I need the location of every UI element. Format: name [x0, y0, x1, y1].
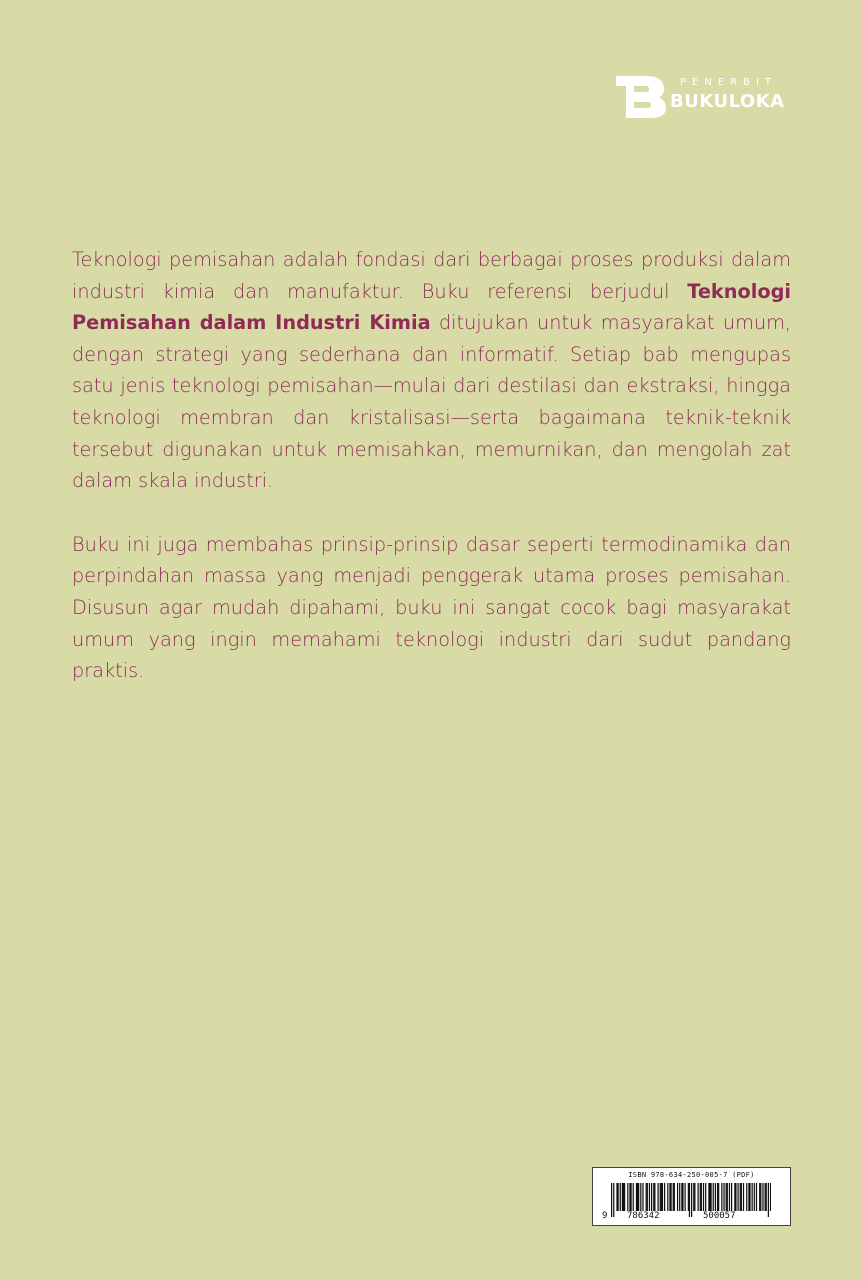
- isbn-barcode: [592, 1167, 791, 1226]
- barcode-bar: [660, 1183, 661, 1211]
- barcode-bar: [717, 1183, 718, 1211]
- barcode-bar: [651, 1183, 652, 1211]
- barcode-bar: [694, 1183, 695, 1211]
- barcode-bar: [700, 1183, 701, 1211]
- barcode-bar: [754, 1183, 755, 1211]
- blurb: [72, 244, 791, 719]
- barcode-bar: [670, 1183, 671, 1211]
- publisher-logo: [612, 72, 802, 124]
- barcode-bar: [762, 1183, 763, 1211]
- barcode-bar: [734, 1183, 735, 1211]
- barcode-bar: [654, 1183, 655, 1211]
- barcode-bar: [709, 1183, 710, 1211]
- barcode-bar: [765, 1183, 766, 1211]
- barcode-bar: [689, 1183, 690, 1217]
- barcode-bar: [703, 1183, 704, 1211]
- barcode-bar: [662, 1183, 663, 1211]
- barcode-bar: [620, 1183, 621, 1211]
- barcode-bar: [710, 1183, 711, 1211]
- barcode-bar: [760, 1183, 761, 1211]
- barcode-bar: [718, 1183, 719, 1211]
- barcode-bar: [636, 1183, 637, 1211]
- barcode-bar: [740, 1183, 741, 1211]
- barcode-bar: [721, 1183, 722, 1211]
- barcode-bar: [691, 1183, 692, 1217]
- barcode-bar: [646, 1183, 647, 1211]
- book-title: Teknologi Pemisahan dalam Industri Kimia: [72, 279, 791, 335]
- publisher-name: BUKULOKA: [670, 91, 785, 112]
- barcode-bar: [667, 1183, 668, 1211]
- barcode-bar: [674, 1183, 675, 1211]
- barcode-bar: [637, 1183, 638, 1211]
- barcode-bar: [705, 1183, 706, 1211]
- barcode-digits-left: 786342: [627, 1211, 660, 1221]
- barcode-bar: [633, 1183, 634, 1211]
- barcode-bar: [735, 1183, 736, 1211]
- barcode-bar: [682, 1183, 683, 1211]
- barcode-bar: [627, 1183, 628, 1211]
- barcode-bar: [693, 1183, 694, 1211]
- barcode-bar: [661, 1183, 662, 1211]
- barcode-bar: [770, 1183, 771, 1211]
- blurb-p1-rest: ditujukan untuk masyarakat umum, dengan strategi yang sederhana dan informatif. Setiap bab mengupas satu jenis teknologi pemisahan—mulai dari destilasi dan ekstraksi, hingga teknologi membran dan kristalisasi—serta bagaimana teknik-teknik tersebut digunakan untuk memisahkan, memurnikan, dan mengolah zat dalam skala industri.: [72, 311, 792, 493]
- barcode-bar: [759, 1183, 760, 1211]
- barcode-bar: [726, 1183, 727, 1211]
- barcode-bar: [679, 1183, 680, 1211]
- barcode-bar: [756, 1183, 757, 1211]
- barcode-bar: [617, 1183, 618, 1211]
- barcode-digit-lead: 9: [602, 1211, 608, 1221]
- barcode-bar: [630, 1183, 631, 1211]
- publisher-label-small: PENERBIT: [680, 77, 778, 88]
- barcode-bar: [685, 1183, 686, 1211]
- barcode-bar: [731, 1183, 732, 1211]
- barcode-bar: [749, 1183, 750, 1211]
- barcode-bar: [766, 1183, 767, 1211]
- barcode-bar: [677, 1183, 678, 1211]
- blurb-paragraph-1: [72, 244, 791, 497]
- barcode-bar: [673, 1183, 674, 1211]
- barcode-bar: [681, 1183, 682, 1211]
- barcode-bar: [640, 1183, 641, 1211]
- barcode-bar: [729, 1183, 730, 1211]
- barcode-bar: [737, 1183, 738, 1211]
- barcode-bar: [624, 1183, 625, 1211]
- blurb-p1-intro: Teknologi pemisahan adalah fondasi dari berbagai proses produksi dalam industri kimia dan manufaktur. Buku referensi berjudul: [72, 248, 791, 303]
- barcode-bar: [638, 1183, 639, 1211]
- barcode-bar: [629, 1183, 630, 1211]
- isbn-text: ISBN 978-634-250-005-7 (PDF): [628, 1171, 755, 1179]
- barcode-bar: [664, 1183, 665, 1211]
- barcode-bar: [688, 1183, 689, 1211]
- barcode-bar: [701, 1183, 702, 1211]
- barcode-digits-right: 500057: [703, 1211, 736, 1221]
- barcode-bar: [741, 1183, 742, 1211]
- blurb-paragraph-2: Buku ini juga membahas prinsip-prinsip dasar seperti termodinamika dan perpindahan massa yang menjadi penggerak utama proses pemisahan. Disusun agar mudah dipahami, buku ini sangat cocok bagi masyarakat umum yang ingin memahami teknologi industri dari sudut pandang praktis.: [72, 532, 791, 683]
- barcode-bar: [748, 1183, 749, 1211]
- barcode-bar: [613, 1183, 614, 1217]
- publisher-b-mark-icon: [612, 72, 668, 120]
- barcode-bar: [653, 1183, 654, 1211]
- barcode-bar: [647, 1183, 648, 1211]
- barcode-bar: [746, 1183, 747, 1211]
- barcode-bar: [616, 1183, 617, 1211]
- barcode-bar: [642, 1183, 643, 1211]
- barcode-bar: [708, 1183, 709, 1211]
- barcode-bar: [715, 1183, 716, 1211]
- barcode-bar: [622, 1183, 623, 1211]
- barcode-bar: [743, 1183, 744, 1211]
- barcode-bar: [669, 1183, 670, 1211]
- barcode-bar: [723, 1183, 724, 1211]
- barcode-bar: [623, 1183, 624, 1211]
- barcode-bar: [657, 1183, 658, 1211]
- barcode-bar: [611, 1183, 612, 1217]
- barcode-bar: [697, 1183, 698, 1211]
- barcode-bar: [768, 1183, 769, 1217]
- barcode-bar: [727, 1183, 728, 1211]
- barcode-bar: [649, 1183, 650, 1211]
- barcode-bar: [752, 1183, 753, 1211]
- barcode-bar: [713, 1183, 714, 1211]
